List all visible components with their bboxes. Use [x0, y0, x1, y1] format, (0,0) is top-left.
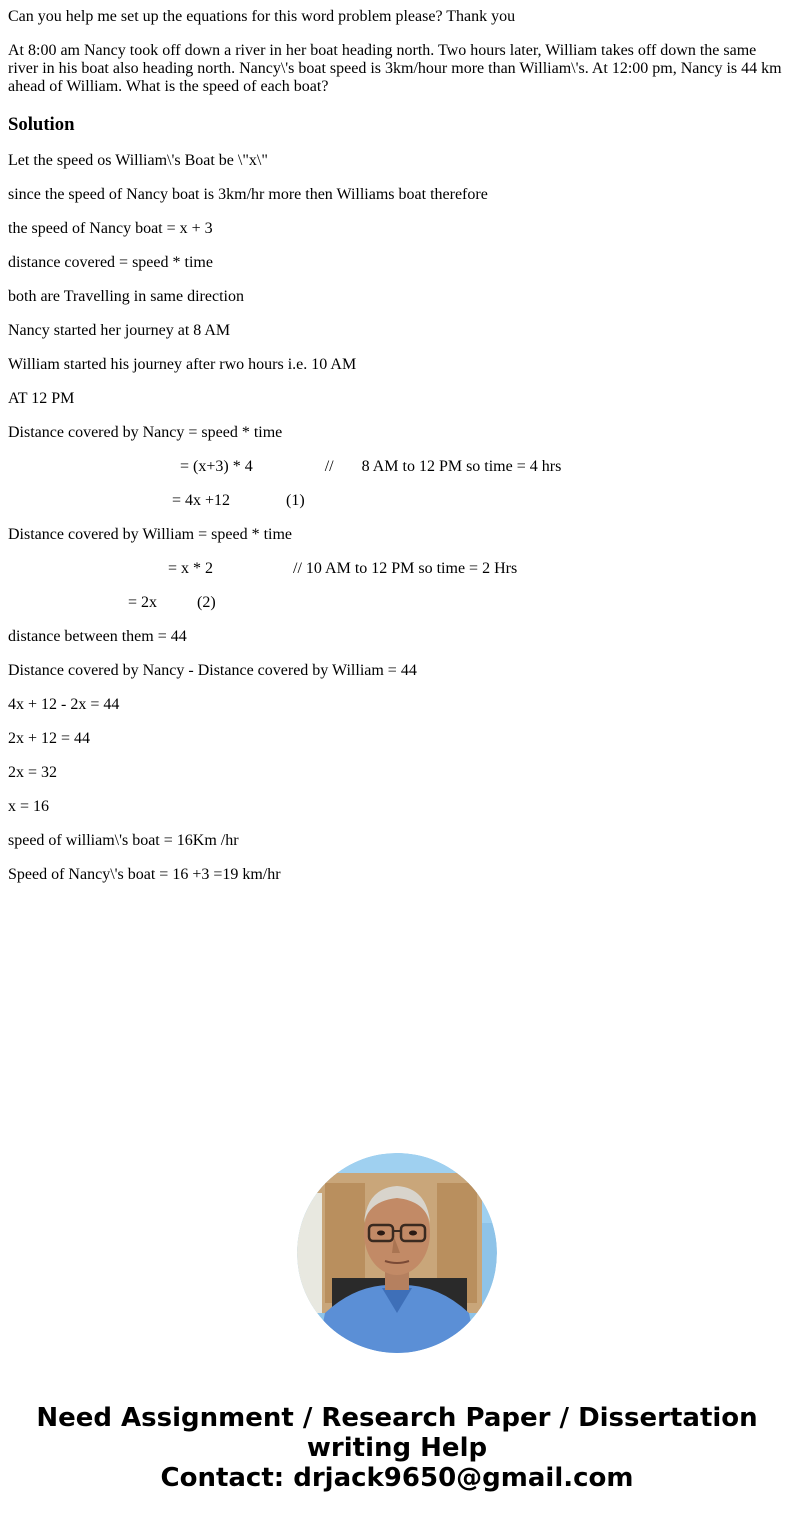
footer-line: writing Help [306, 1433, 488, 1463]
solution-line: Distance covered by William = speed * time [8, 526, 292, 543]
solution-line: distance between them = 44 [8, 628, 187, 645]
solution-line: = x * 2 // 10 AM to 12 PM so time = 2 Hrs [8, 560, 518, 577]
solution-line: William started his journey after rwo hours i.e. 10 AM [8, 356, 357, 373]
solution-line: = 2x (2) [8, 594, 216, 611]
solution-line: = (x+3) * 4 // 8 AM to 12 PM so time = 4 hrs [8, 458, 562, 475]
solution-line: x = 16 [8, 798, 50, 815]
question-problem: At 8:00 am Nancy took off down a river in her boat heading north. Two hours later, William takes off down the same river in his boat also heading north. Nancy\'s boat speed is 3km/hour more than William\'s. At 12:00 pm, Nancy is 44 km ahead of William. What is the speed of each boat? [8, 42, 786, 95]
question-intro: Can you help me set up the equations for this word problem please? Thank you [8, 8, 516, 25]
solution-line: 2x = 32 [8, 764, 58, 781]
solution-line: Nancy started her journey at 8 AM [8, 322, 231, 339]
author-avatar [297, 1153, 497, 1353]
author-portrait-image [297, 1153, 497, 1353]
solution-line: the speed of Nancy boat = x + 3 [8, 220, 213, 237]
solution-line: Distance covered by Nancy - Distance covered by William = 44 [8, 662, 417, 679]
solution-line: both are Travelling in same direction [8, 288, 244, 305]
solution-line: 4x + 12 - 2x = 44 [8, 696, 120, 713]
solution-line: speed of william\'s boat = 16Km /hr [8, 832, 239, 849]
solution-line: Speed of Nancy\'s boat = 16 +3 =19 km/hr [8, 866, 281, 883]
solution-line: 2x + 12 = 44 [8, 730, 91, 747]
solution-line: = 4x +12 (1) [8, 492, 305, 509]
document-body [8, 0, 786, 900]
solution-line: AT 12 PM [8, 390, 75, 407]
solution-heading: Solution [8, 114, 75, 135]
solution-line: Let the speed os William\'s Boat be \"x\" [8, 152, 268, 169]
solution-line: since the speed of Nancy boat is 3km/hr more then Williams boat therefore [8, 186, 488, 203]
footer-contact-email: Contact: drjack9650@gmail.com [160, 1463, 634, 1493]
solution-line: Distance covered by Nancy = speed * time [8, 424, 283, 441]
footer-line: Need Assignment / Research Paper / Dissertation [36, 1403, 758, 1433]
solution-line: distance covered = speed * time [8, 254, 213, 271]
contact-footer [0, 1403, 794, 1493]
